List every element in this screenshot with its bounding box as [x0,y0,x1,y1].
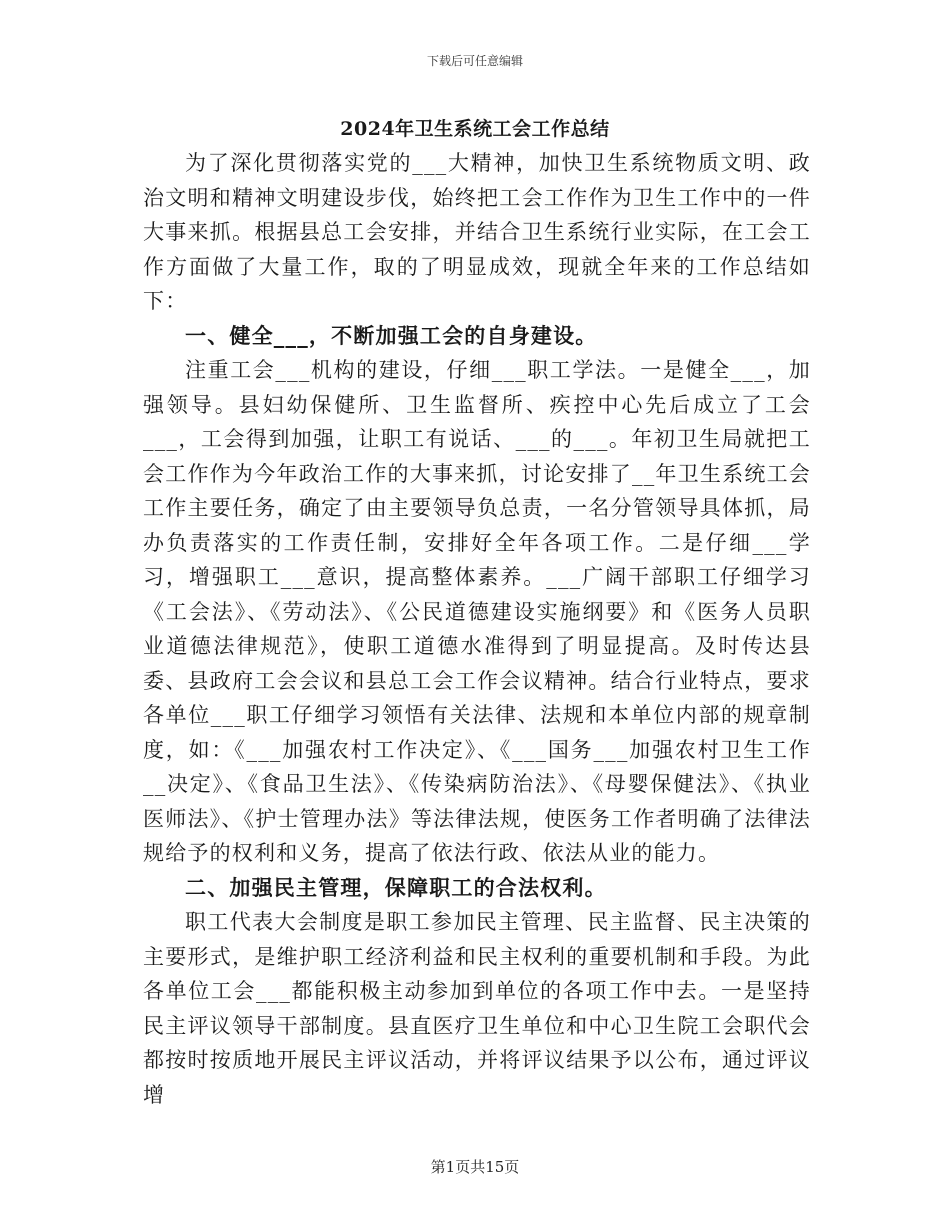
document-body [143,146,811,1112]
page-number: 第1页共15页 [430,1158,520,1176]
section-1-paragraph: 注重工会___机构的建设，仔细___职工学法。一是健全___，加强领导。县妇幼保健所、卫生监督所、疾控中心先后成立了工会___，工会得到加强，让职工有说话、___的___。年初卫生局就把工会工作作为今年政治工作的大事来抓，讨论安排了__年卫生系统工会工作主要任务，确定了由主要领导负总责，一名分管领导具体抓，局办负责落实的工作责任制，安排好全年各项工作。二是仔细___学习，增强职工___意识，提高整体素养。___广阔干部职工仔细学习《工会法》、《劳动法》、《公民道德建设实施纲要》和《医务人员职业道德法律规范》，使职工道德水准得到了明显提高。及时传达县委、县政府工会会议和县总工会工作会议精神。结合行业特点，要求各单位___职工仔细学习领悟有关法律、法规和本单位内部的规章制度，如：《___加强农村工作决定》、《___国务___加强农村卫生工作__决定》、《食品卫生法》、《传染病防治法》、《母婴保健法》、《执业医师法》、《护士管理办法》等法律法规，使医务工作者明确了法律法规给予的权利和义务，提高了依法行政、依法从业的能力。 [143,358,811,865]
section-heading-2: 二、加强民主管理，保障职工的合法权利。 [185,874,607,900]
intro-paragraph: 为了深化贯彻落实党的___大精神，加快卫生系统物质文明、政治文明和精神文明建设步伐，始终把工会工作作为卫生工作中的一件大事来抓。根据县总工会安排，并结合卫生系统行业实际，在工会工作方面做了大量工作，取的了明显成效，现就全年来的工作总结如下： [143,151,811,313]
section-heading-1: 一、健全___，不断加强工会的自身建设。 [185,322,598,348]
section-2-paragraph: 职工代表大会制度是职工参加民主管理、民主监督、民主决策的主要形式，是维护职工经济利益和民主权利的重要机制和手段。为此各单位工会___都能积极主动参加到单位的各项工作中去。一是坚持民主评议领导干部制度。县直医疗卫生单位和中心卫生院工会职代会都按时按质地开展民主评议活动，并将评议结果予以公布，通过评议增 [143,910,811,1107]
document-title: 2024年卫生系统工会工作总结 [340,118,610,140]
page-header-note: 下载后可任意编辑 [426,54,523,68]
